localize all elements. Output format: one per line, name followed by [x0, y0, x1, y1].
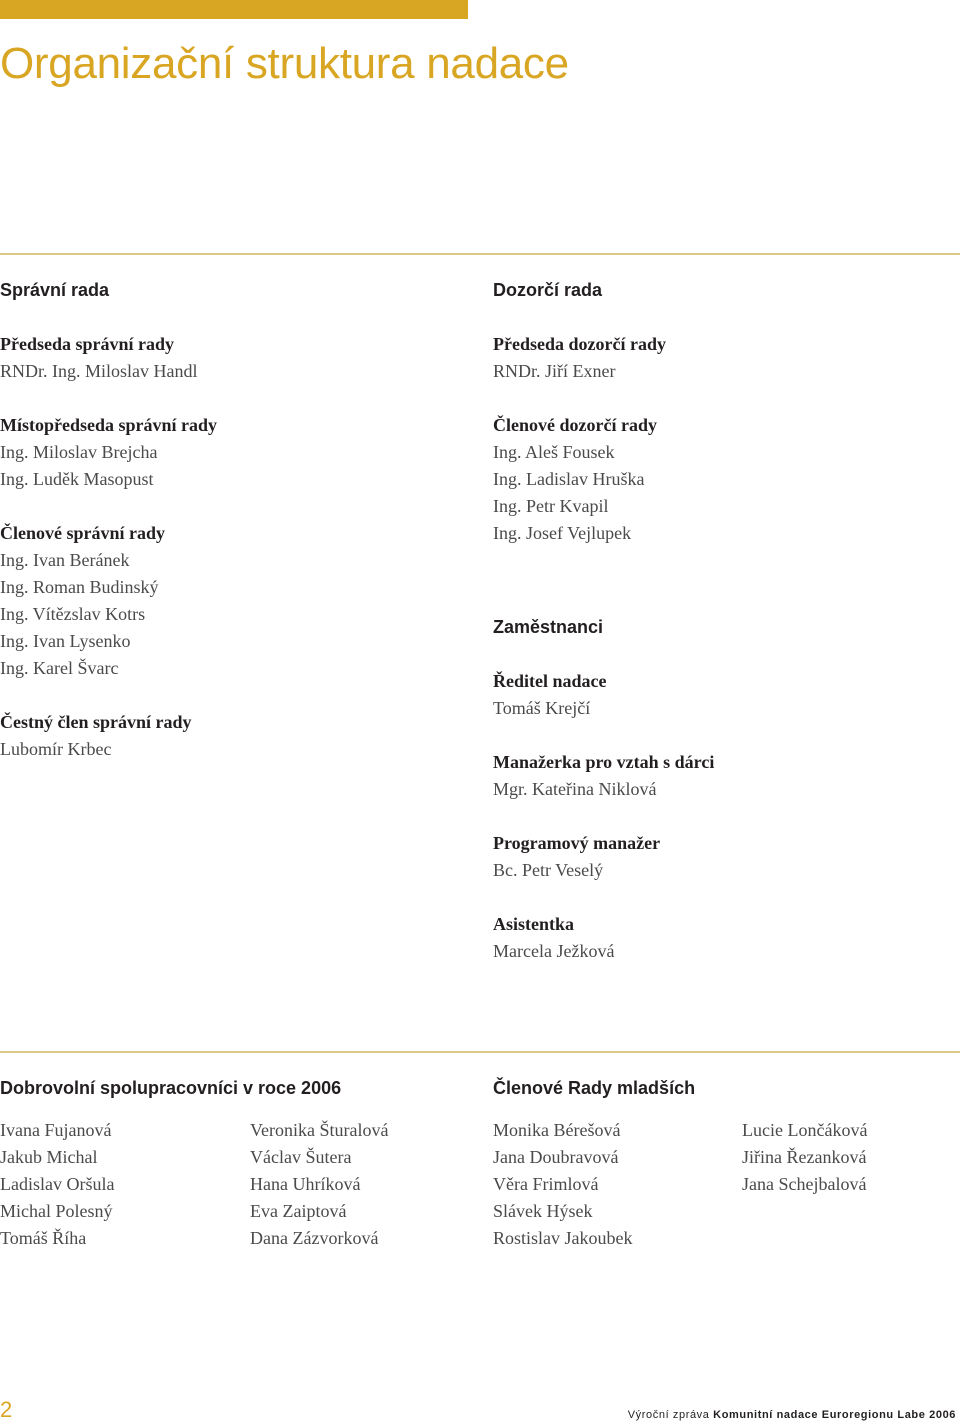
member-name: Mgr. Kateřina Niklová: [493, 779, 657, 799]
role-group: [493, 830, 953, 884]
report-label: Výroční zpráva: [627, 1409, 710, 1421]
dobrovolni-list-2: [250, 1117, 388, 1252]
role-title: Manažerka pro vztah s dárci: [493, 752, 715, 772]
member-name: Jana Schejbalová: [742, 1174, 867, 1194]
member-name: Ing. Miloslav Brejcha: [0, 442, 158, 462]
member-name: RNDr. Ing. Miloslav Handl: [0, 361, 198, 381]
org-label: Komunitní nadace Euroregionu Labe 2006: [713, 1409, 956, 1421]
member-name: Ing. Luděk Masopust: [0, 469, 154, 489]
section-heading: Členové Rady mladších: [493, 1078, 696, 1098]
volunteer-name: Dana Zázvorková: [250, 1228, 379, 1248]
member-name: Ing. Ladislav Hruška: [493, 469, 645, 489]
member-name: Jiřina Řezanková: [742, 1147, 867, 1167]
role-title: Členové dozorčí rady: [493, 415, 657, 435]
member-name: Ing. Roman Budinský: [0, 577, 159, 597]
rada-mladsich-list-1: [493, 1117, 633, 1252]
member-name: Marcela Ježková: [493, 941, 615, 961]
member-name: Tomáš Krejčí: [493, 698, 591, 718]
member-name: Ing. Karel Švarc: [0, 658, 119, 678]
page-title: Organizační struktura nadace: [0, 39, 569, 88]
role-group: [0, 709, 460, 763]
volunteer-name: Veronika Šturalová: [250, 1120, 389, 1140]
page-number: 2: [0, 1397, 13, 1422]
member-name: Ing. Ivan Lysenko: [0, 631, 131, 651]
section-heading: Dozorčí rada: [493, 280, 603, 300]
member-name: Ing. Josef Vejlupek: [493, 523, 632, 543]
role-group: [493, 668, 953, 722]
zamestnanci-section: [493, 614, 953, 992]
volunteer-name: Michal Polesný: [0, 1201, 113, 1221]
accent-bar: [0, 0, 468, 19]
role-title: Programový manažer: [493, 833, 661, 853]
member-name: Lucie Lončáková: [742, 1120, 868, 1140]
dobrovolni-list-1: [0, 1117, 114, 1252]
member-name: Ing. Aleš Fousek: [493, 442, 615, 462]
role-group: [493, 412, 953, 547]
role-title: Členové správní rady: [0, 523, 166, 543]
dozorci-rada-section: [493, 277, 953, 547]
member-name: Ing. Petr Kvapil: [493, 496, 609, 516]
section-heading: Zaměstnanci: [493, 617, 604, 637]
volunteer-name: Tomáš Říha: [0, 1228, 87, 1248]
volunteer-name: Ladislav Oršula: [0, 1174, 115, 1194]
role-title: Místopředseda správní rady: [0, 415, 218, 435]
footer-caption: [628, 1408, 956, 1422]
divider-bottom: [0, 1051, 960, 1053]
role-group: [0, 520, 460, 682]
role-title: Asistentka: [493, 914, 575, 934]
volunteer-name: Jakub Michal: [0, 1147, 98, 1167]
member-name: Rostislav Jakoubek: [493, 1228, 633, 1248]
member-name: Věra Frimlová: [493, 1174, 599, 1194]
section-heading: Dobrovolní spolupracovníci v roce 2006: [0, 1078, 342, 1098]
volunteer-name: Václav Šutera: [250, 1147, 352, 1167]
member-name: Monika Bérešová: [493, 1120, 621, 1140]
role-group: [0, 412, 460, 493]
dobrovolni-section: [0, 1075, 460, 1117]
rada-mladsich-section: [493, 1075, 953, 1117]
volunteer-name: Hana Uhríková: [250, 1174, 361, 1194]
volunteer-name: Ivana Fujanová: [0, 1120, 112, 1140]
role-group: [493, 749, 953, 803]
role-group: [493, 331, 953, 385]
role-title: Ředitel nadace: [493, 671, 607, 691]
volunteer-name: Eva Zaiptová: [250, 1201, 347, 1221]
member-name: Ing. Ivan Beránek: [0, 550, 130, 570]
member-name: RNDr. Jiří Exner: [493, 361, 616, 381]
role-title: Předseda správní rady: [0, 334, 175, 354]
member-name: Slávek Hýsek: [493, 1201, 593, 1221]
rada-mladsich-list-2: [742, 1117, 867, 1198]
role-title: Předseda dozorčí rady: [493, 334, 666, 354]
spravni-rada-section: [0, 277, 460, 790]
member-name: Ing. Vítězslav Kotrs: [0, 604, 146, 624]
role-group: [0, 331, 460, 385]
role-group: [493, 911, 953, 965]
member-name: Bc. Petr Veselý: [493, 860, 604, 880]
divider-top: [0, 253, 960, 255]
member-name: Jana Doubravová: [493, 1147, 619, 1167]
role-title: Čestný člen správní rady: [0, 712, 192, 732]
section-heading: Správní rada: [0, 280, 110, 300]
member-name: Lubomír Krbec: [0, 739, 112, 759]
